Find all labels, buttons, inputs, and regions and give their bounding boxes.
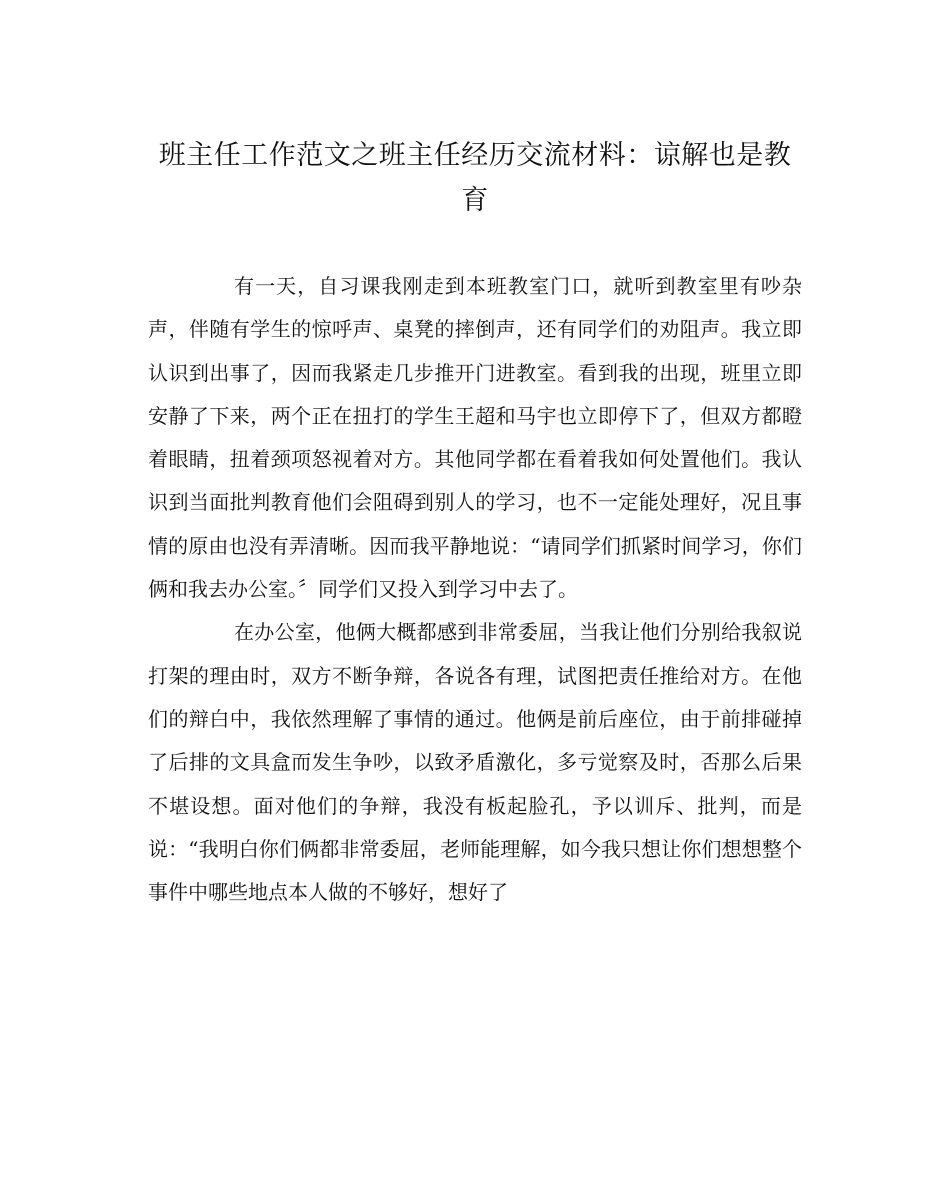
paragraph: 在办公室，他俩大概都感到非常委屈，当我让他们分别给我叙说打架的理由时，双方不断争辩，各说各有理，试图把责任推给对方。在他们的辩白中，我依然理解了事情的通过。他俩是前后座位，由于前排碰掉了后排的文具盒而发生争吵，以致矛盾激化，多亏觉察及时，否那么后果不堪设想。面对他们的争辩，我没有板起脸孔，予以训斥、批判，而是说：“我明白你们俩都非常委屈，老师能理解，如今我只想让你们想想整个事件中哪些地点本人做的不够好，想好了	[148, 620, 802, 905]
document-title: 班主任工作范文之班主任经历交流材料：谅解也是教育	[158, 140, 792, 216]
document-body	[148, 265, 802, 914]
paragraph: 有一天，自习课我刚走到本班教室门口，就听到教室里有吵杂声，伴随有学生的惊呼声、桌凳的摔倒声，还有同学们的劝阻声。我立即认识到出事了，因而我紧走几步推开门进教室。看到我的出现，班里立即安静了下来，两个正在扭打的学生王超和马宇也立即停下了，但双方都瞪着眼睛，扭着颈项怒视着对方。其他同学都在看着我如何处置他们。我认识到当面批判教育他们会阻碍到别人的学习，也不一定能处理好，况且事情的原由也没有弄清晰。因而我平静地说：“请同学们抓紧时间学习，你们俩和我去办公室。〞同学们又投入到学习中去了。	[148, 274, 802, 602]
